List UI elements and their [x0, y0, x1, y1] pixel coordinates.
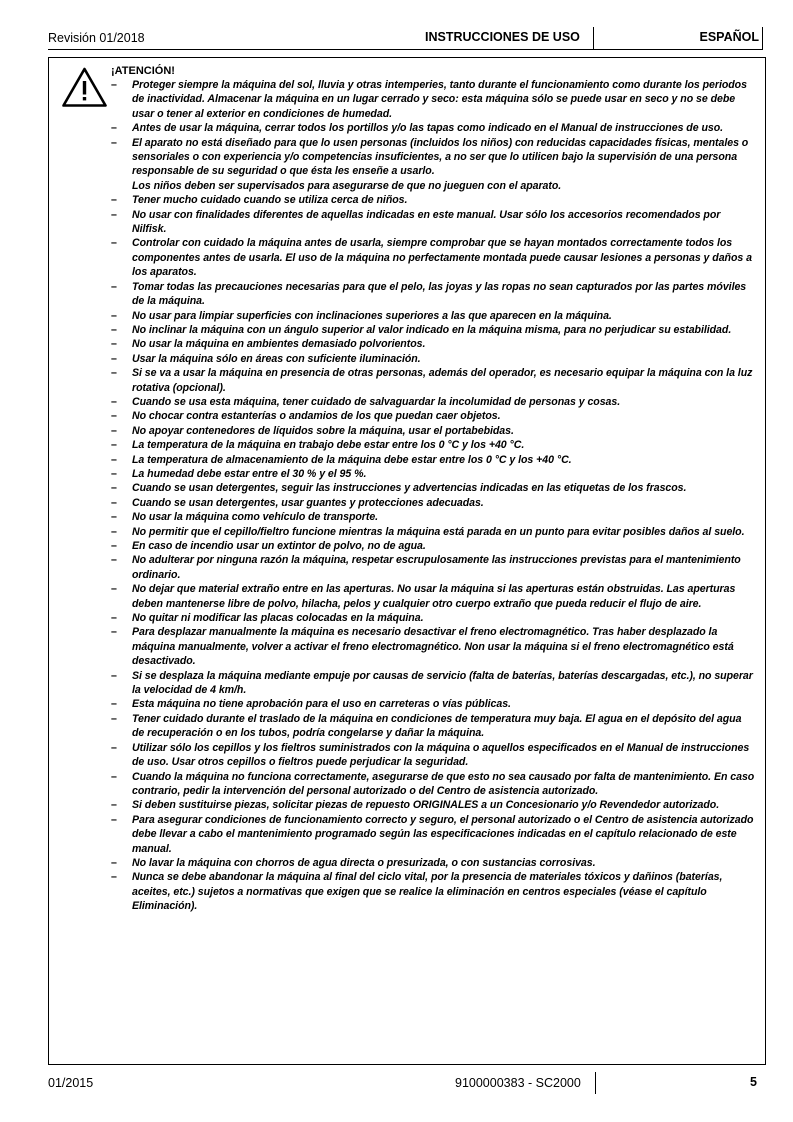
- list-dash: –: [111, 439, 117, 452]
- warning-item-text: Cuando se usan detergentes, usar guantes y protecciones adecuadas.: [132, 496, 484, 509]
- list-dash: –: [111, 122, 117, 135]
- warning-item: [111, 366, 756, 395]
- warning-item: [111, 770, 756, 799]
- list-dash: –: [111, 698, 117, 711]
- list-dash: –: [111, 367, 117, 380]
- warning-item-text: Utilizar sólo los cepillos y los fieltros suministrados con la máquina o aquellos especificados en el Manual de instrucciones de uso. Usar otros cepillos o fieltros puede perjudicar la seguridad.: [132, 741, 750, 769]
- list-dash: –: [111, 871, 117, 884]
- warning-item-text: Para desplazar manualmente la máquina es necesario desactivar el freno electromagnético. Tras haber desplazado la máquina manualmente, volver a activar el freno electromagnético. Non usar la máquina si el freno electromagnético está desactivado.: [132, 626, 734, 668]
- list-dash: –: [111, 453, 117, 466]
- warning-item-text: No apoyar contenedores de líquidos sobre la máquina, usar el portabebidas.: [132, 424, 514, 437]
- warning-item: [111, 669, 756, 698]
- warning-item: [111, 625, 756, 668]
- warning-item: [111, 323, 756, 337]
- warning-item-text: Tener mucho cuidado cuando se utiliza cerca de niños.: [132, 194, 408, 207]
- warning-item-text: Nunca se debe abandonar la máquina al final del ciclo vital, por la presencia de materiales tóxicos y dañinos (baterías, aceites, etc.) sujetos a normativas que exigen que se realice la eliminación en centros especiales (véase el capítulo Eliminación).: [132, 871, 723, 913]
- warning-item: [111, 481, 756, 495]
- list-dash: –: [111, 136, 117, 149]
- page-footer: [48, 1072, 763, 1094]
- warning-item-text: No usar la máquina en ambientes demasiado polvorientos.: [132, 338, 426, 351]
- warning-item-text: Cuando la máquina no funciona correctamente, asegurarse de que esto no sea causado por falta de mantenimiento. En caso contrario, pedir la intervención del personal autorizado o del Centro de asistencia autorizado.: [132, 770, 755, 797]
- warning-item: [111, 510, 756, 524]
- warning-item: [111, 409, 756, 423]
- warning-item-text: En caso de incendio usar un extintor de polvo, no de agua.: [132, 540, 426, 552]
- warning-item: [111, 453, 756, 467]
- warning-item-text: Esta máquina no tiene aprobación para el uso en carreteras o vías públicas.: [132, 698, 511, 711]
- list-dash: –: [111, 338, 117, 351]
- warning-item: [111, 121, 756, 135]
- list-dash: –: [111, 496, 117, 509]
- list-dash: –: [111, 770, 117, 783]
- warning-item: [111, 309, 756, 323]
- warning-item-text: Si se va a usar la máquina en presencia de otras personas, además del operador, es necesario equipar la máquina con la luz rotativa (opcional).: [132, 367, 753, 394]
- warning-item: [111, 611, 756, 625]
- warning-item: [111, 553, 756, 582]
- list-dash: –: [111, 799, 117, 812]
- warning-item-text: Controlar con cuidado la máquina antes de usarla, siempre comprobar que se hayan montados correctamente todos los componentes antes de usarla. El uso de la máquina no perfectamente montada puede causar lesiones a personas y daños a los aparatos.: [132, 237, 752, 279]
- list-dash: –: [111, 208, 117, 221]
- warning-item-text: No dejar que material extraño entre en las aperturas. No usar la máquina si las aperturas están obstruidas. Las aperturas deben mantenerse libre de polvo, hilacha, pelos y cualquier otro cuerpo extraño que pueda reducir el flujo de aire.: [132, 583, 736, 610]
- warning-item-text: La humedad debe estar entre el 30 % y el 95 %.: [132, 467, 367, 480]
- warning-item: [111, 813, 756, 856]
- header-divider: [593, 27, 594, 49]
- warning-item-text: No adulterar por ninguna razón la máquina, respetar escrupulosamente las instrucciones previstas para el mantenimiento ordinario.: [132, 554, 741, 581]
- list-dash: –: [111, 482, 117, 495]
- warning-item-text: Usar la máquina sólo en áreas con suficiente iluminación.: [132, 352, 421, 365]
- warning-item: [111, 741, 756, 770]
- warning-item-text: No usar con finalidades diferentes de aquellas indicadas en este manual. Usar sólo los accesorios recomendados por Nilfisk.: [132, 208, 721, 236]
- warning-triangle-icon: [61, 66, 108, 108]
- warning-item-text: Cuando se usan detergentes, seguir las instrucciones y advertencias indicadas en las etiquetas de los frascos.: [132, 482, 687, 495]
- list-dash: –: [111, 467, 117, 480]
- list-dash: –: [111, 712, 117, 725]
- page-number: 5: [750, 1075, 757, 1089]
- warning-item-text: No inclinar la máquina con un ángulo superior al valor indicado en la máquina misma, para no perjudicar su estabilidad.: [132, 323, 732, 336]
- footer-date: 01/2015: [48, 1076, 94, 1090]
- list-dash: –: [111, 194, 117, 207]
- warning-item: [111, 798, 756, 812]
- warning-item: [111, 208, 756, 237]
- list-dash: –: [111, 352, 117, 365]
- list-dash: –: [111, 280, 117, 293]
- warning-item-text: Si deben sustituirse piezas, solicitar piezas de repuesto ORIGINALES a un Concesionario y/o Revendedor autorizado.: [132, 799, 720, 812]
- list-dash: –: [111, 741, 117, 754]
- list-dash: –: [111, 583, 117, 596]
- warning-item-text: No lavar la máquina con chorros de agua directa o presurizada, o con sustancias corrosivas.: [132, 856, 596, 869]
- warning-item: [111, 136, 756, 194]
- warning-item: [111, 438, 756, 452]
- warning-item: [111, 697, 756, 711]
- warning-item-text: Si se desplaza la máquina mediante empuje por causas de servicio (falta de baterías, baterías descargadas, etc.), no superar la velocidad de 4 km/h.: [132, 669, 753, 697]
- warning-item: [111, 856, 756, 870]
- list-dash: –: [111, 612, 117, 625]
- revision-label: Revisión 01/2018: [48, 31, 145, 45]
- warning-item-text: Los niños deben ser supervisados para asegurarse de que no jueguen con el aparato.: [132, 179, 562, 192]
- list-dash: –: [111, 856, 117, 869]
- warning-item: [111, 352, 756, 366]
- list-dash: –: [111, 813, 117, 826]
- warning-item: [111, 78, 756, 121]
- warning-item: [111, 280, 756, 309]
- header-divider-right: [762, 27, 763, 49]
- warning-item-text: Proteger siempre la máquina del sol, lluvia y otras intemperies, tanto durante el funcionamiento como durante los periodos de inactividad. Almacenar la máquina en un lugar cerrado y seco: esta máquina sólo se puede usar en seco y no se debe usar o tener al exterior en condiciones de humedad.: [132, 79, 747, 120]
- warning-item: [111, 870, 756, 913]
- warning-item-text: Antes de usar la máquina, cerrar todos los portillos y/o las tapas como indicado en el Manual de instrucciones de uso.: [132, 122, 724, 135]
- warning-item: [111, 539, 756, 553]
- warning-heading: ¡ATENCIÓN!: [111, 65, 175, 77]
- list-dash: –: [111, 540, 117, 552]
- document-code: 9100000383 - SC2000: [455, 1076, 581, 1090]
- warning-item-text: No usar la máquina como vehículo de transporte.: [132, 511, 379, 524]
- warning-item-text: No permitir que el cepillo/fieltro funcione mientras la máquina está parada en un punto para evitar posibles daños al suelo.: [132, 525, 745, 538]
- warning-item: [111, 424, 756, 438]
- list-dash: –: [111, 424, 117, 437]
- list-dash: –: [111, 669, 117, 682]
- footer-divider: [595, 1072, 596, 1094]
- list-dash: –: [111, 511, 117, 524]
- list-dash: –: [111, 309, 117, 322]
- warning-item: [111, 337, 756, 351]
- list-dash: –: [111, 395, 117, 408]
- warning-item-text: No quitar ni modificar las placas colocadas en la máquina.: [132, 612, 424, 625]
- warning-item-text: No chocar contra estanterías o andamios de los que puedan caer objetos.: [132, 410, 501, 423]
- warning-item-text: Para asegurar condiciones de funcionamiento correcto y seguro, el personal autorizado o el Centro de asistencia autorizado debe llevar a cabo el mantenimiento programado según las especificaciones indicadas en el capítulo relacionado de este manual.: [132, 813, 754, 855]
- warning-content: [111, 64, 756, 914]
- list-dash: –: [111, 626, 117, 639]
- warning-item: [111, 496, 756, 510]
- warning-item: [111, 712, 756, 741]
- warning-item: [111, 236, 756, 279]
- language-label: ESPAÑOL: [699, 30, 759, 44]
- warning-item: [111, 525, 756, 539]
- warning-item-text: El aparato no está diseñado para que lo usen personas (incluidos los niños) con reducidas capacidades físicas, mentales o sensoriales o con experiencia y/o competencias insuficientes, a no ser que lo utilicen bajo la supervisión de una persona responsable de su seguridad o que ésta les enseñe a usarlo.: [132, 136, 749, 178]
- warning-item-text: No usar para limpiar superficies con inclinaciones superiores a las que aparecen en la máquina.: [132, 309, 612, 322]
- list-dash: –: [111, 237, 117, 250]
- warning-item-text: La temperatura de almacenamiento de la máquina debe estar entre los 0 °C y los +40 °C.: [132, 453, 572, 466]
- warning-item: [111, 582, 756, 611]
- warning-list: [111, 78, 756, 914]
- warning-item-text: La temperatura de la máquina en trabajo debe estar entre los 0 °C y los +40 °C.: [132, 439, 525, 452]
- list-dash: –: [111, 323, 117, 336]
- warning-item-text: Tomar todas las precauciones necesarias para que el pelo, las joyas y las ropas no sean capturados por las partes móviles de la máquina.: [132, 280, 747, 308]
- warning-item: [111, 467, 756, 481]
- page-header: [48, 27, 763, 50]
- warning-item: [111, 193, 756, 207]
- warning-item-text: Cuando se usa esta máquina, tener cuidado de salvaguardar la incolumidad de personas y cosas.: [132, 395, 621, 408]
- warning-item: [111, 395, 756, 409]
- list-dash: –: [111, 410, 117, 423]
- list-dash: –: [111, 525, 117, 538]
- list-dash: –: [111, 79, 117, 91]
- document-title: INSTRUCCIONES DE USO: [425, 30, 580, 44]
- warning-item-text: Tener cuidado durante el traslado de la máquina en condiciones de temperatura muy baja. El agua en el depósito del agua de recuperación o en los tubos, podría congelarse y dañar la máquina.: [132, 712, 742, 740]
- list-dash: –: [111, 554, 117, 567]
